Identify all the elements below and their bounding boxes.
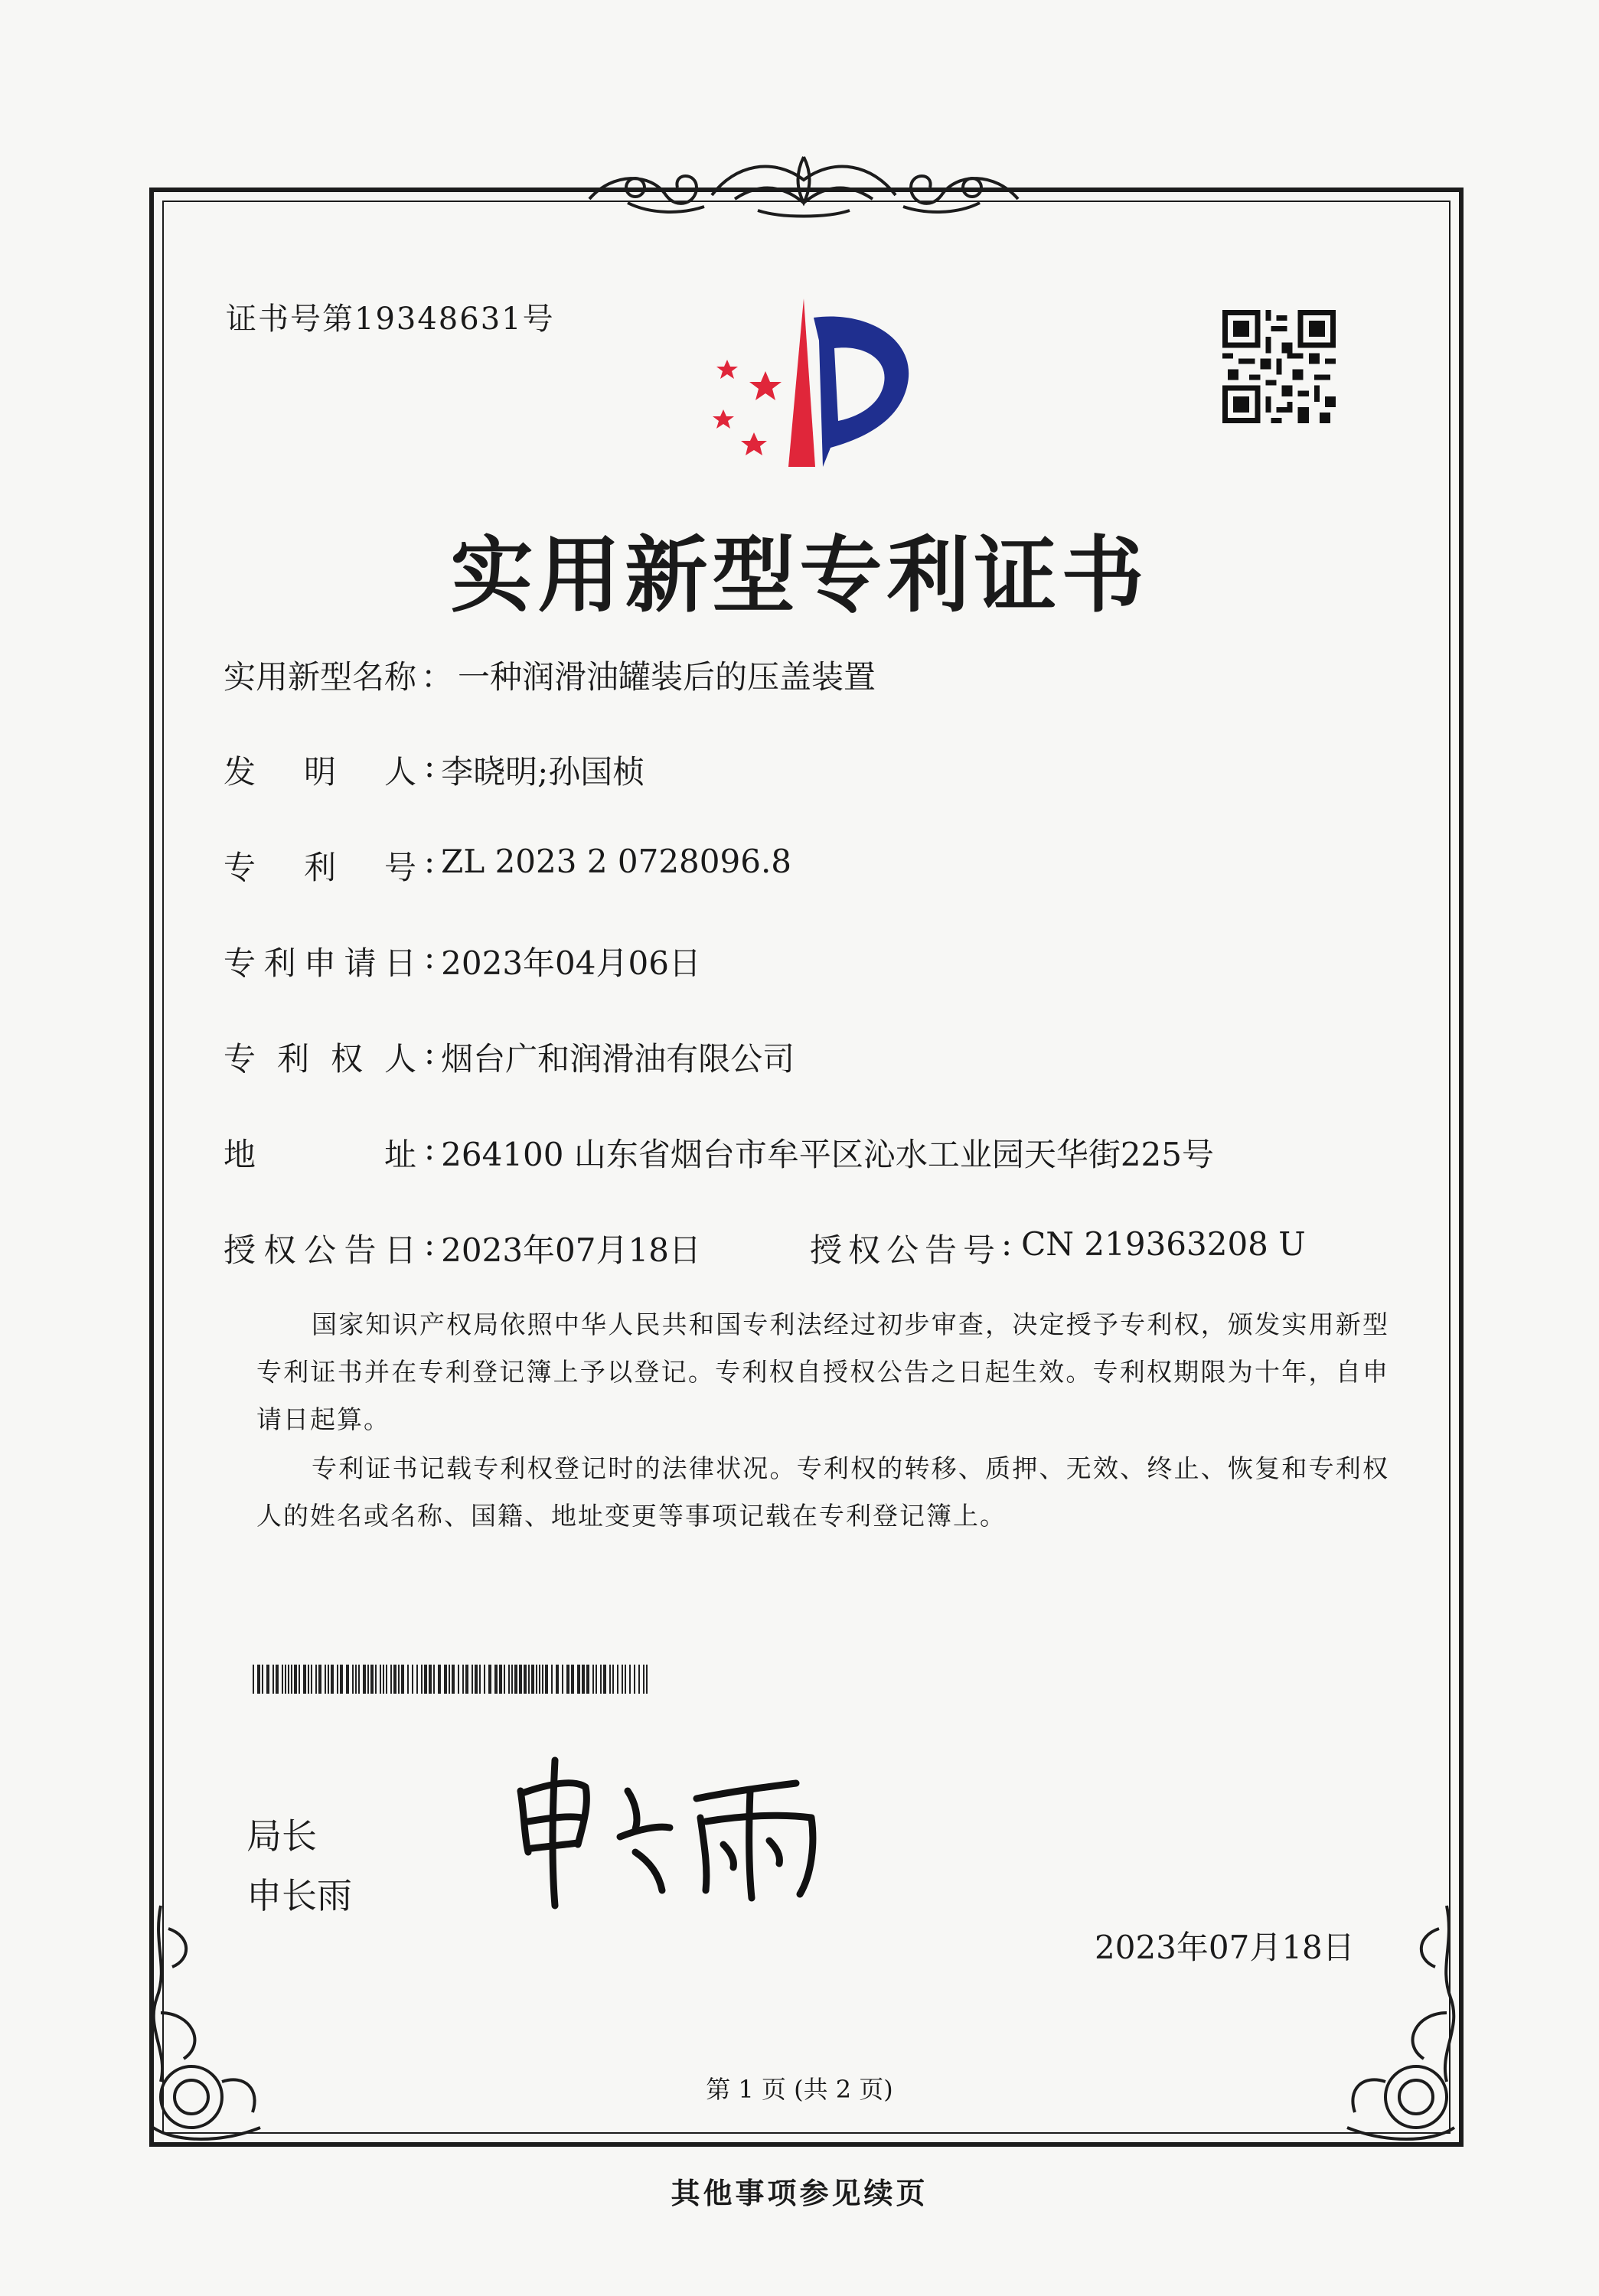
barcode-bar	[600, 1665, 602, 1694]
barcode-bar	[519, 1665, 522, 1694]
qr-code	[1222, 310, 1336, 426]
barcode-bar	[458, 1665, 459, 1694]
barcode-bar	[380, 1665, 381, 1694]
barcode-bar	[315, 1665, 317, 1694]
barcode-bar	[508, 1665, 510, 1694]
barcode-bar	[629, 1665, 631, 1694]
cnipa-emblem-icon	[693, 295, 930, 474]
barcode-bar	[494, 1665, 498, 1694]
field-colon: :	[424, 843, 436, 880]
field-label: 发 明 人	[224, 753, 416, 791]
signatory	[246, 1806, 352, 1926]
barcode-bar	[337, 1665, 338, 1694]
barcode-bar	[393, 1665, 396, 1694]
barcode-bar	[291, 1665, 292, 1694]
barcode-bar	[444, 1665, 447, 1694]
field-announce-number	[810, 1225, 1306, 1271]
barcode-bar	[401, 1665, 404, 1694]
barcode	[253, 1665, 651, 1697]
barcode-bar	[571, 1665, 574, 1694]
barcode-bar	[412, 1665, 413, 1694]
barcode-bar	[562, 1665, 563, 1694]
barcode-bar	[643, 1665, 644, 1694]
barcode-bar	[262, 1665, 263, 1694]
barcode-bar	[531, 1665, 534, 1694]
signatory-name: 申长雨	[246, 1875, 352, 1916]
field-colon: :	[1001, 1225, 1013, 1263]
body-paragraph-2: 专利证书记载专利权登记时的法律状况。专利权的转移、质押、无效、终止、恢复和专利权人的姓名或名称、国籍、地址变更等事项记载在专利登记簿上。	[256, 1453, 1389, 1531]
field-label: 实用新型名称	[224, 658, 417, 696]
body-paragraph-1: 国家知识产权局依照中华人民共和国专利法经过初步审查，决定授予专利权，颁发实用新型专利证书并在专利登记簿上予以登记。专利权自授权公告之日起生效。专利权期限为十年，自申请日起算。	[256, 1309, 1389, 1434]
barcode-bar	[603, 1665, 606, 1694]
barcode-bar	[488, 1665, 491, 1694]
barcode-bar	[646, 1665, 648, 1694]
field-value: ZL 2023 2 0728096.8	[441, 843, 792, 880]
barcode-bar	[386, 1665, 387, 1694]
barcode-bar	[462, 1665, 464, 1694]
field-label: 专 利 申 请 日	[224, 944, 416, 982]
bottom-left-ornament	[138, 1898, 276, 2151]
certificate-title: 实用新型专利证书	[450, 528, 1149, 624]
field-label: 地 址	[224, 1136, 416, 1173]
barcode-bar	[625, 1665, 626, 1694]
barcode-bar	[612, 1665, 614, 1694]
barcode-bar	[276, 1665, 279, 1694]
barcode-bar	[383, 1665, 384, 1694]
barcode-bar	[325, 1665, 326, 1694]
barcode-bar	[370, 1665, 374, 1694]
page-number: 第 1 页 (共 2 页)	[706, 2075, 893, 2104]
field-value: 264100 山东省烟台市牟平区沁水工业园天华街225号	[441, 1136, 1215, 1173]
top-ornament	[582, 142, 1026, 226]
barcode-bar	[566, 1665, 569, 1694]
barcode-bar	[328, 1665, 329, 1694]
barcode-bar	[536, 1665, 537, 1694]
barcode-bar	[311, 1665, 312, 1694]
field-inventor	[224, 747, 644, 793]
field-colon: :	[424, 938, 436, 976]
barcode-bar	[288, 1665, 289, 1694]
barcode-bar	[479, 1665, 481, 1694]
barcode-bar	[577, 1665, 580, 1694]
barcode-bar	[358, 1665, 360, 1694]
barcode-bar	[528, 1665, 530, 1694]
field-value: 2023年07月18日	[441, 1231, 701, 1269]
field-value: 李晓明;孙国桢	[441, 753, 645, 791]
field-value: 烟台广和润滑油有限公司	[441, 1040, 795, 1078]
barcode-bar	[294, 1665, 297, 1694]
barcode-bar	[511, 1665, 513, 1694]
barcode-bar	[449, 1665, 450, 1694]
field-label: 专 利 权 人	[224, 1040, 416, 1078]
continuation-note: 其他事项参见续页	[671, 2176, 928, 2210]
barcode-bar	[592, 1665, 594, 1694]
barcode-bar	[367, 1665, 369, 1694]
barcode-bar	[504, 1665, 505, 1694]
barcode-bar	[398, 1665, 400, 1694]
barcode-bar	[542, 1665, 543, 1694]
barcode-bar	[266, 1665, 269, 1694]
barcode-bar	[596, 1665, 597, 1694]
barcode-bar	[582, 1665, 585, 1694]
field-patentee	[224, 1034, 795, 1080]
field-announce-date	[224, 1225, 701, 1271]
barcode-bar	[438, 1665, 441, 1694]
barcode-bar	[407, 1665, 409, 1694]
field-label: 授权公告号	[810, 1231, 1002, 1269]
barcode-bar	[355, 1665, 357, 1694]
barcode-bar	[617, 1665, 618, 1694]
barcode-bar	[499, 1665, 502, 1694]
barcode-bar	[545, 1665, 548, 1694]
barcode-bar	[609, 1665, 611, 1694]
field-colon: :	[424, 1225, 436, 1263]
barcode-bar	[282, 1665, 283, 1694]
barcode-bar	[257, 1665, 260, 1694]
barcode-bar	[331, 1665, 334, 1694]
field-colon: :	[424, 1034, 436, 1071]
field-colon: :	[424, 1130, 436, 1167]
barcode-bar	[299, 1665, 300, 1694]
field-address	[224, 1130, 1214, 1176]
field-filing-date	[224, 938, 701, 984]
field-utility-model-name	[224, 652, 876, 698]
handwritten-signature	[505, 1745, 842, 1916]
barcode-bar	[308, 1665, 309, 1694]
barcode-bar	[514, 1665, 517, 1694]
barcode-bar	[556, 1665, 559, 1694]
barcode-bar	[472, 1665, 473, 1694]
barcode-bar	[318, 1665, 321, 1694]
barcode-bar	[634, 1665, 635, 1694]
barcode-bar	[340, 1665, 343, 1694]
barcode-bar	[586, 1665, 589, 1694]
barcode-bar	[638, 1665, 640, 1694]
barcode-bar	[390, 1665, 392, 1694]
barcode-bar	[253, 1665, 254, 1694]
certificate-number: 证书号第19348631号	[226, 302, 555, 337]
field-value: 一种润滑油罐装后的压盖装置	[458, 658, 876, 696]
barcode-bar	[285, 1665, 286, 1694]
barcode-bar	[484, 1665, 485, 1694]
barcode-bar	[363, 1665, 366, 1694]
barcode-bar	[303, 1665, 306, 1694]
field-value: 2023年04月06日	[441, 944, 701, 982]
barcode-bar	[551, 1665, 553, 1694]
field-label: 授 权 公 告 日	[224, 1231, 416, 1269]
barcode-bar	[429, 1665, 432, 1694]
barcode-bar	[346, 1665, 349, 1694]
field-colon: ：	[421, 658, 454, 696]
barcode-bar	[352, 1665, 354, 1694]
barcode-bar	[465, 1665, 468, 1694]
barcode-bar	[433, 1665, 435, 1694]
barcode-bar	[539, 1665, 540, 1694]
barcode-bar	[524, 1665, 527, 1694]
barcode-bar	[475, 1665, 478, 1694]
barcode-bar	[452, 1665, 455, 1694]
barcode-bar	[622, 1665, 623, 1694]
barcode-bar	[375, 1665, 377, 1694]
signatory-title: 局长	[246, 1815, 317, 1857]
barcode-bar	[272, 1665, 274, 1694]
field-patent-number	[224, 843, 791, 889]
field-value: CN 219363208 U	[1021, 1225, 1306, 1263]
field-colon: :	[424, 747, 436, 784]
certificate-body	[256, 1301, 1389, 1540]
barcode-bar	[421, 1665, 423, 1694]
field-label: 专 利 号	[224, 849, 416, 886]
barcode-bar	[416, 1665, 418, 1694]
barcode-bar	[424, 1665, 427, 1694]
signature-date: 2023年07月18日	[1095, 1929, 1355, 1966]
